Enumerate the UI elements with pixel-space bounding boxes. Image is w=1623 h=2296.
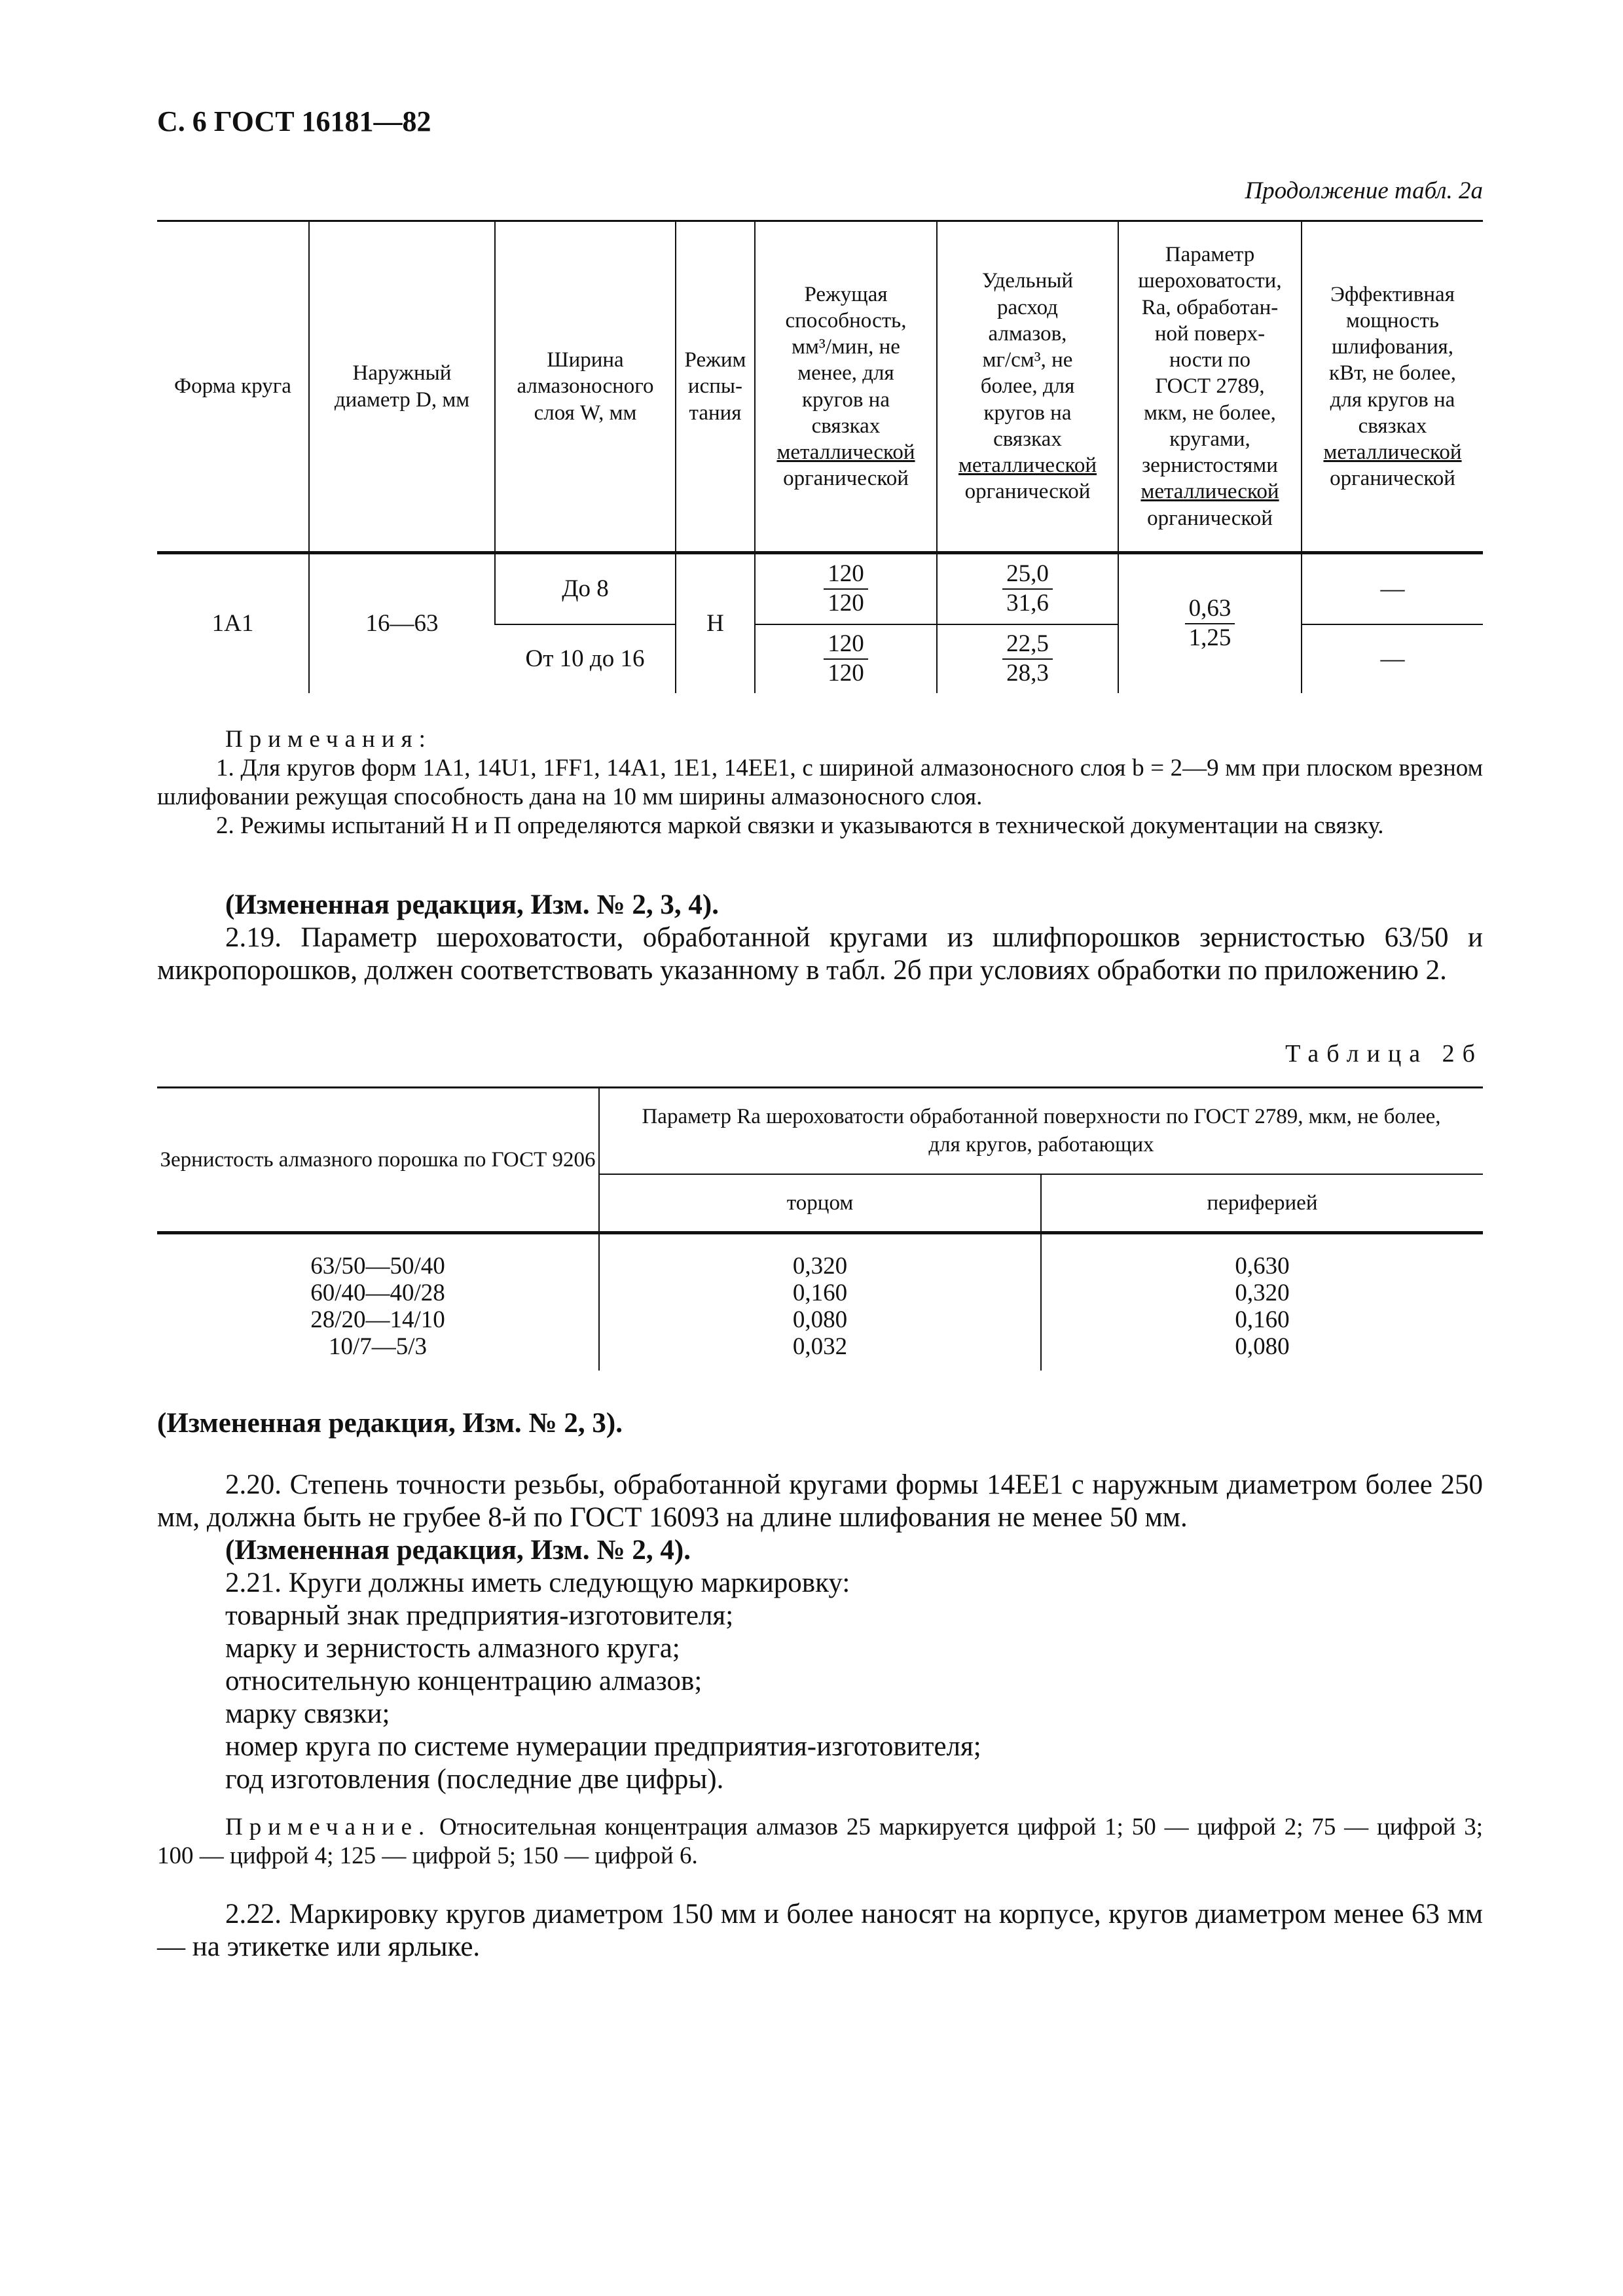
fraction-numerator: 0,63 xyxy=(1185,595,1235,624)
fraction-numerator: 25,0 xyxy=(1002,560,1053,590)
header-cell xyxy=(309,221,495,553)
periphery-value: 0,320 xyxy=(1235,1280,1290,1306)
header-grit: Зернистость алмазного порошка по ГОСТ 9206 xyxy=(157,1088,599,1233)
page-header: С. 6 ГОСТ 16181—82 xyxy=(157,105,431,137)
cell-power: — xyxy=(1302,624,1483,693)
header-line: расход xyxy=(997,295,1058,319)
cell-form: 1А1 xyxy=(211,610,254,637)
face-value: 0,080 xyxy=(792,1306,848,1333)
header-line: тания xyxy=(689,401,742,425)
cell-diameter: 16—63 xyxy=(309,553,495,694)
face-value: 0,320 xyxy=(792,1253,848,1280)
header-line: Эффективная xyxy=(1330,282,1455,306)
header-line: кругов на xyxy=(983,401,1072,425)
notes-block xyxy=(157,725,1483,840)
note-text: Относительная концентрация алмазов 25 маркируется цифрой 1; 50 — цифрой 2; 75 — цифрой 3; 100 — цифрой 4; 125 — цифрой 5; 150 — цифрой 6. xyxy=(157,1814,1483,1869)
header-line: менее, для xyxy=(797,361,894,386)
header-cell xyxy=(676,221,755,553)
cell-width: До 8 xyxy=(495,553,676,625)
header-line: мг/см³, не xyxy=(982,348,1073,372)
header-line: для кругов на xyxy=(1330,387,1455,412)
cell-cutting xyxy=(755,553,937,625)
section-2-19 xyxy=(157,889,1483,987)
header-denominator: органической xyxy=(1147,506,1273,530)
header-line: ГОСТ 2789, xyxy=(1155,374,1265,399)
header-line: кругами, xyxy=(1169,427,1250,451)
header-line: Наружный xyxy=(352,361,452,386)
fraction-denominator: 28,3 xyxy=(1006,659,1049,687)
header-line: Форма круга xyxy=(174,374,291,399)
header-line: кругов на xyxy=(802,387,890,412)
header-line: слоя W, мм xyxy=(534,401,637,425)
header-roughness-group: Параметр Ra шероховатости обработанной поверхности по ГОСТ 2789, мкм, не более, для кругов, работающих xyxy=(599,1088,1483,1175)
fraction-denominator: 1,25 xyxy=(1188,624,1231,651)
paragraph-2-20: 2.20. Степень точности резьбы, обработанной кругами формы 14ЕЕ1 с наружным диаметром более 250 мм, должна быть не грубее 8-й по ГОСТ 16093 на длине шлифования не менее 50 мм. xyxy=(157,1469,1483,1533)
grit-value: 60/40—40/28 xyxy=(310,1280,445,1306)
header-line: Ширина xyxy=(547,348,624,372)
header-cell xyxy=(755,221,937,553)
header-periphery: периферией xyxy=(1041,1174,1483,1233)
marking-item: год изготовления (последние две цифры). xyxy=(225,1764,724,1795)
header-line: алмазов, xyxy=(988,321,1067,346)
header-line: кВт, не более, xyxy=(1329,361,1456,386)
header-line: зернистостями xyxy=(1142,454,1278,478)
header-line: алмазоносного xyxy=(517,374,654,399)
cell-roughness xyxy=(1118,553,1302,694)
header-line: ной поверх- xyxy=(1154,321,1266,346)
grit-value: 28/20—14/10 xyxy=(310,1306,445,1333)
header-cell xyxy=(495,221,676,553)
header-denominator: органической xyxy=(783,467,909,491)
cell-mode: Н xyxy=(676,553,755,694)
header-line: ности по xyxy=(1169,348,1251,372)
header-line: связках xyxy=(993,427,1062,451)
header-cell xyxy=(1118,221,1302,553)
table-2b xyxy=(157,1086,1483,1371)
header-line: связках xyxy=(811,414,881,438)
cell-consumption xyxy=(937,624,1118,693)
note-item: 1. Для кругов форм 1А1, 14U1, 1FF1, 14A1, 1E1, 14ЕЕ1, с шириной алмазоносного слоя b = 2—9 мм при плоском врезном шлифовании режущая способность дана на 10 мм ширины алмазоносного слоя. xyxy=(157,755,1483,810)
header-line: Ra, обработан- xyxy=(1141,295,1279,319)
column-periphery xyxy=(1041,1233,1483,1371)
header-cell xyxy=(157,221,309,553)
header-line: Режим xyxy=(684,348,746,372)
header-numerator: металлической xyxy=(776,440,915,464)
cell-power: — xyxy=(1302,553,1483,625)
header-line: мм³/мин, не xyxy=(792,335,900,359)
note-item: 2. Режимы испытаний Н и П определяются маркой связки и указываются в технической документации на связку. xyxy=(216,812,1384,839)
marking-item: марку и зернистость алмазного круга; xyxy=(225,1633,680,1664)
header-numerator: металлической xyxy=(1140,480,1279,504)
header-line: испы- xyxy=(687,374,743,399)
header-denominator: органической xyxy=(1330,467,1455,491)
cell-width: От 10 до 16 xyxy=(495,624,676,693)
fraction-denominator: 31,6 xyxy=(1006,589,1049,617)
fraction-denominator: 120 xyxy=(828,589,864,617)
note-2 xyxy=(157,1813,1483,1871)
header-line: мкм, не более, xyxy=(1144,401,1276,425)
header-line: Удельный xyxy=(981,269,1074,293)
marking-item: относительную концентрацию алмазов; xyxy=(225,1666,702,1696)
column-grit xyxy=(157,1233,599,1371)
note-title: Примечание. xyxy=(225,1814,431,1840)
header-face: торцом xyxy=(599,1174,1041,1233)
cell-consumption xyxy=(937,553,1118,625)
header-line: более, для xyxy=(980,374,1075,399)
paragraph-2-19: 2.19. Параметр шероховатости, обработанной кругами из шлифпорошков зернистостью 63/50 и микропорошков, должен соответствовать указанному в табл. 2б при условиях обработки по приложению 2. xyxy=(157,922,1483,986)
section-2-20 xyxy=(157,1469,1483,1796)
column-face xyxy=(599,1233,1041,1371)
header-line: Режущая xyxy=(804,282,888,306)
fraction-numerator: 120 xyxy=(824,630,868,660)
header-line: мощность xyxy=(1346,308,1439,332)
marking-item: марку связки; xyxy=(225,1698,390,1729)
periphery-value: 0,630 xyxy=(1235,1253,1290,1280)
paragraph-2-21-intro: 2.21. Круги должны иметь следующую маркировку: xyxy=(225,1568,850,1598)
edit-note: (Измененная редакция, Изм. № 2, 3). xyxy=(157,1408,623,1439)
header-cell xyxy=(937,221,1118,553)
table-continuation-label: Продолжение табл. 2а xyxy=(1245,177,1483,204)
periphery-value: 0,080 xyxy=(1235,1333,1290,1360)
header-line: Параметр xyxy=(1165,243,1255,267)
cell-cutting xyxy=(755,624,937,693)
header-line: шероховатости, xyxy=(1138,269,1282,293)
header-line: шлифования, xyxy=(1332,335,1453,359)
header-line: диаметр D, мм xyxy=(334,387,470,412)
table-2a xyxy=(157,220,1483,693)
marking-item: номер круга по системе нумерации предприятия-изготовителя; xyxy=(225,1731,981,1762)
header-numerator: металлической xyxy=(958,454,1097,478)
header-numerator: металлической xyxy=(1323,440,1462,464)
grit-value: 10/7—5/3 xyxy=(328,1333,428,1360)
face-value: 0,160 xyxy=(792,1280,848,1306)
fraction-numerator: 22,5 xyxy=(1002,630,1053,660)
section-2-22 xyxy=(157,1898,1483,1964)
face-value: 0,032 xyxy=(792,1333,848,1360)
notes-title: Примечания: xyxy=(225,726,432,753)
header-denominator: органической xyxy=(964,480,1091,504)
marking-item: товарный знак предприятия-изготовителя; xyxy=(225,1600,734,1631)
edit-note: (Измененная редакция, Изм. № 2, 3, 4). xyxy=(225,889,719,920)
periphery-value: 0,160 xyxy=(1235,1306,1290,1333)
fraction-numerator: 120 xyxy=(824,560,868,590)
edit-note: (Измененная редакция, Изм. № 2, 4). xyxy=(225,1535,691,1566)
fraction-denominator: 120 xyxy=(828,659,864,687)
paragraph-2-22: 2.22. Маркировку кругов диаметром 150 мм и более наносят на корпусе, кругов диаметром менее 63 мм — на этикетке или ярлыке. xyxy=(157,1899,1483,1962)
table-2b-label: Таблица 2б xyxy=(1285,1040,1483,1067)
header-cell xyxy=(1302,221,1483,553)
header-line: связках xyxy=(1358,414,1427,438)
header-line: способность, xyxy=(785,308,907,332)
grit-value: 63/50—50/40 xyxy=(310,1253,445,1280)
